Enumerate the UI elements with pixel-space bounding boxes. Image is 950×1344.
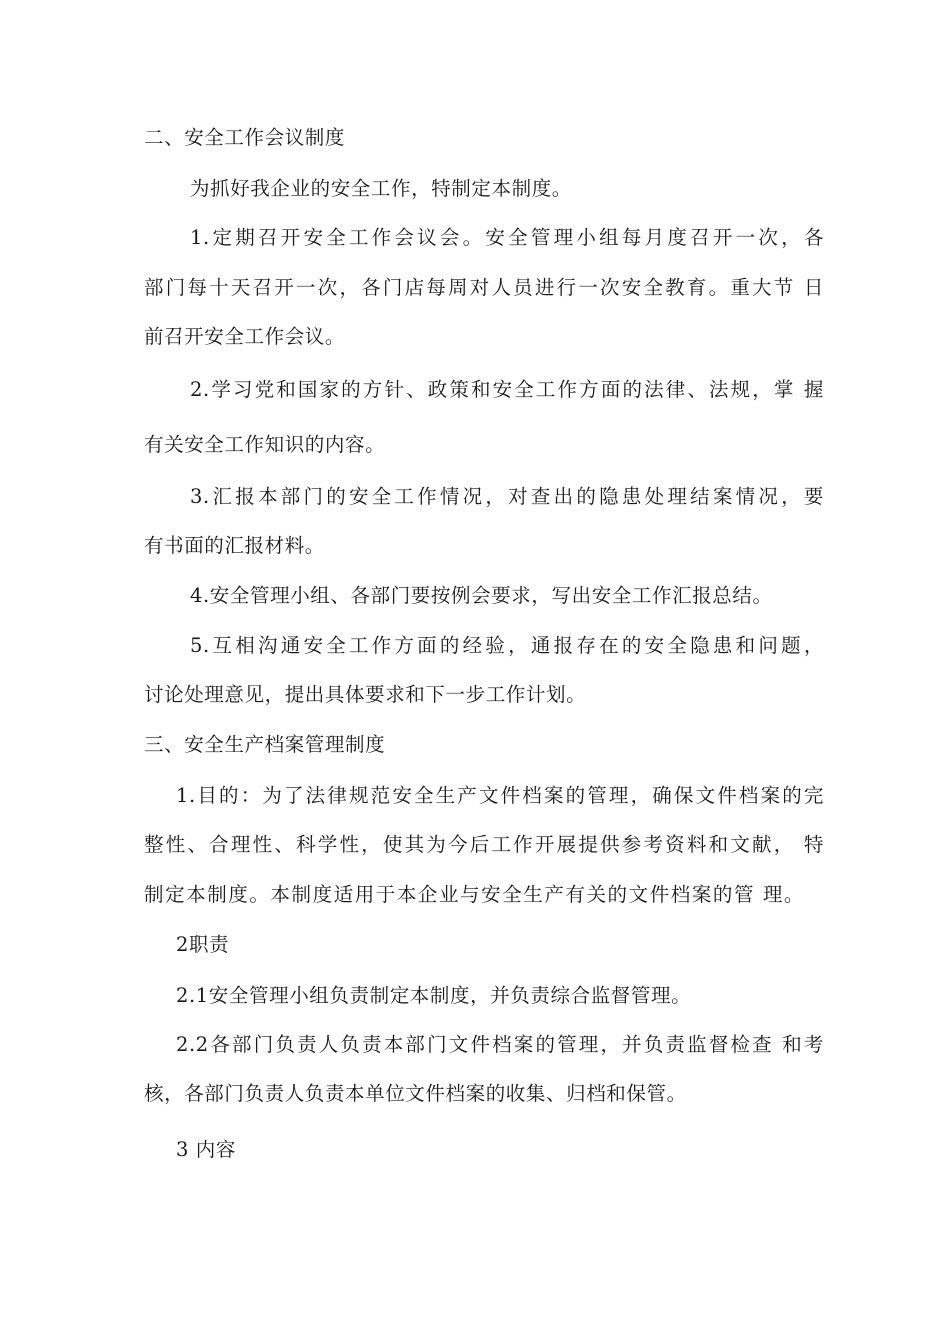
paragraph-duty-2-1: 2.1安全管理小组负责制定本制度，并负责综合监督管理。	[176, 984, 692, 1007]
paragraph-item-1-line-3: 前召开安全工作会议。	[144, 325, 346, 348]
subheading-duties: 2职责	[176, 933, 230, 956]
paragraph-item-2-line-2: 有关安全工作知识的内容。	[144, 433, 386, 456]
paragraph-item-3-line-2: 有书面的汇报材料。	[144, 534, 325, 557]
section-heading-2: 二、安全工作会议制度	[144, 126, 346, 149]
paragraph-item-2-line-1: 2.学习党和国家的方针、政策和安全工作方面的法律、法规，掌 握	[190, 378, 824, 401]
paragraph-purpose-line-1: 1.目的：为了法律规范安全生产文件档案的管理，确保文件档案的完	[176, 784, 824, 807]
paragraph-item-3-line-1: 3.汇报本部门的安全工作情况，对查出的隐患处理结案情况，要	[190, 485, 824, 508]
paragraph-item-5-line-1: 5.互相沟通安全工作方面的经验，通报存在的安全隐患和问题，	[190, 634, 824, 657]
paragraph-item-5-line-2: 讨论处理意见，提出具体要求和下一步工作计划。	[144, 683, 587, 706]
paragraph-item-1-line-2: 部门每十天召开一次，各门店每周对人员进行一次安全教育。重大节 日	[144, 276, 824, 299]
paragraph-intro: 为抓好我企业的安全工作，特制定本制度。	[190, 177, 572, 200]
paragraph-purpose-line-2: 整性、合理性、科学性，使其为今后工作开展提供参考资料和文献， 特	[144, 833, 824, 856]
paragraph-item-4: 4.安全管理小组、各部门要按例会要求，写出安全工作汇报总结。	[190, 584, 773, 607]
paragraph-purpose-line-3: 制定本制度。本制度适用于本企业与安全生产有关的文件档案的管 理。	[144, 883, 804, 906]
paragraph-duty-2-2-line-2: 核，各部门负责人负责本单位文件档案的收集、归档和保管。	[144, 1082, 687, 1105]
paragraph-item-1-line-1: 1.定期召开安全工作会议会。安全管理小组每月度召开一次，各	[190, 226, 824, 249]
section-heading-3: 三、安全生产档案管理制度	[144, 733, 386, 756]
subheading-content: 3 内容	[176, 1138, 237, 1161]
paragraph-duty-2-2-line-1: 2.2各部门负责人负责本部门文件档案的管理，并负责监督检查 和考	[176, 1033, 824, 1056]
